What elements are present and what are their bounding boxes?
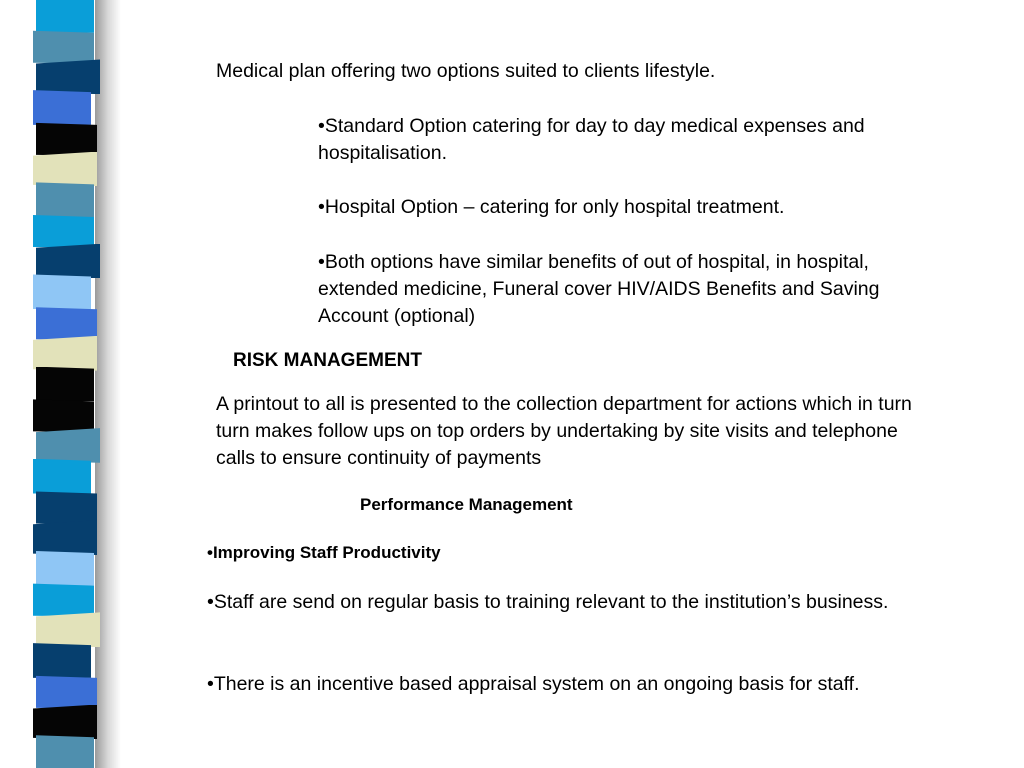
risk-management-heading: RISK MANAGEMENT bbox=[233, 350, 422, 371]
performance-management-heading: Performance Management bbox=[360, 495, 573, 514]
decorative-band bbox=[36, 244, 100, 279]
decorative-band bbox=[36, 367, 94, 402]
decorative-band bbox=[33, 397, 94, 432]
decorative-band bbox=[36, 490, 97, 525]
decorative-band bbox=[36, 0, 94, 33]
decorative-band bbox=[33, 705, 97, 740]
decorative-band bbox=[36, 674, 97, 709]
decorative-band bbox=[36, 305, 97, 340]
decorative-band bbox=[33, 520, 97, 555]
decorative-band bbox=[36, 121, 97, 156]
decorative-band bbox=[33, 274, 91, 309]
decorative-band bbox=[36, 612, 100, 647]
decorative-band bbox=[33, 643, 91, 678]
decorative-band-strip bbox=[30, 0, 100, 768]
decorative-band bbox=[33, 213, 94, 248]
staff-training-bullet: •Staff are send on regular basis to training relevant to the institution’s business. bbox=[207, 591, 889, 613]
intro-text: Medical plan offering two options suited to clients lifestyle. bbox=[216, 60, 716, 82]
option-both: •Both options have similar benefits of out of hospital, in hospital, extended medicine, Funeral cover HIV/AIDS Benefits and Saving Account (optional) bbox=[318, 251, 880, 327]
decorative-band bbox=[36, 59, 100, 94]
decorative-band bbox=[33, 582, 94, 617]
decorative-band bbox=[36, 551, 94, 586]
decorative-band bbox=[33, 29, 94, 64]
risk-management-text: A printout to all is presented to the collection department for actions which in turn turn makes follow ups on top orders by undertaking by site visits and telephone calls to ensure continuity of payments bbox=[216, 393, 912, 469]
productivity-bullet: •Improving Staff Productivity bbox=[207, 543, 441, 562]
decorative-band bbox=[36, 428, 100, 463]
option-standard: •Standard Option catering for day to day medical expenses and hospitalisation. bbox=[318, 115, 865, 164]
decorative-band bbox=[36, 735, 94, 768]
decorative-band bbox=[33, 336, 97, 371]
decorative-band bbox=[36, 182, 94, 217]
decorative-band bbox=[33, 459, 91, 494]
decorative-band bbox=[33, 152, 97, 187]
option-hospital: •Hospital Option – catering for only hospital treatment. bbox=[318, 196, 785, 218]
staff-appraisal-bullet: •There is an incentive based appraisal system on an ongoing basis for staff. bbox=[207, 673, 860, 695]
decorative-band bbox=[33, 90, 91, 125]
